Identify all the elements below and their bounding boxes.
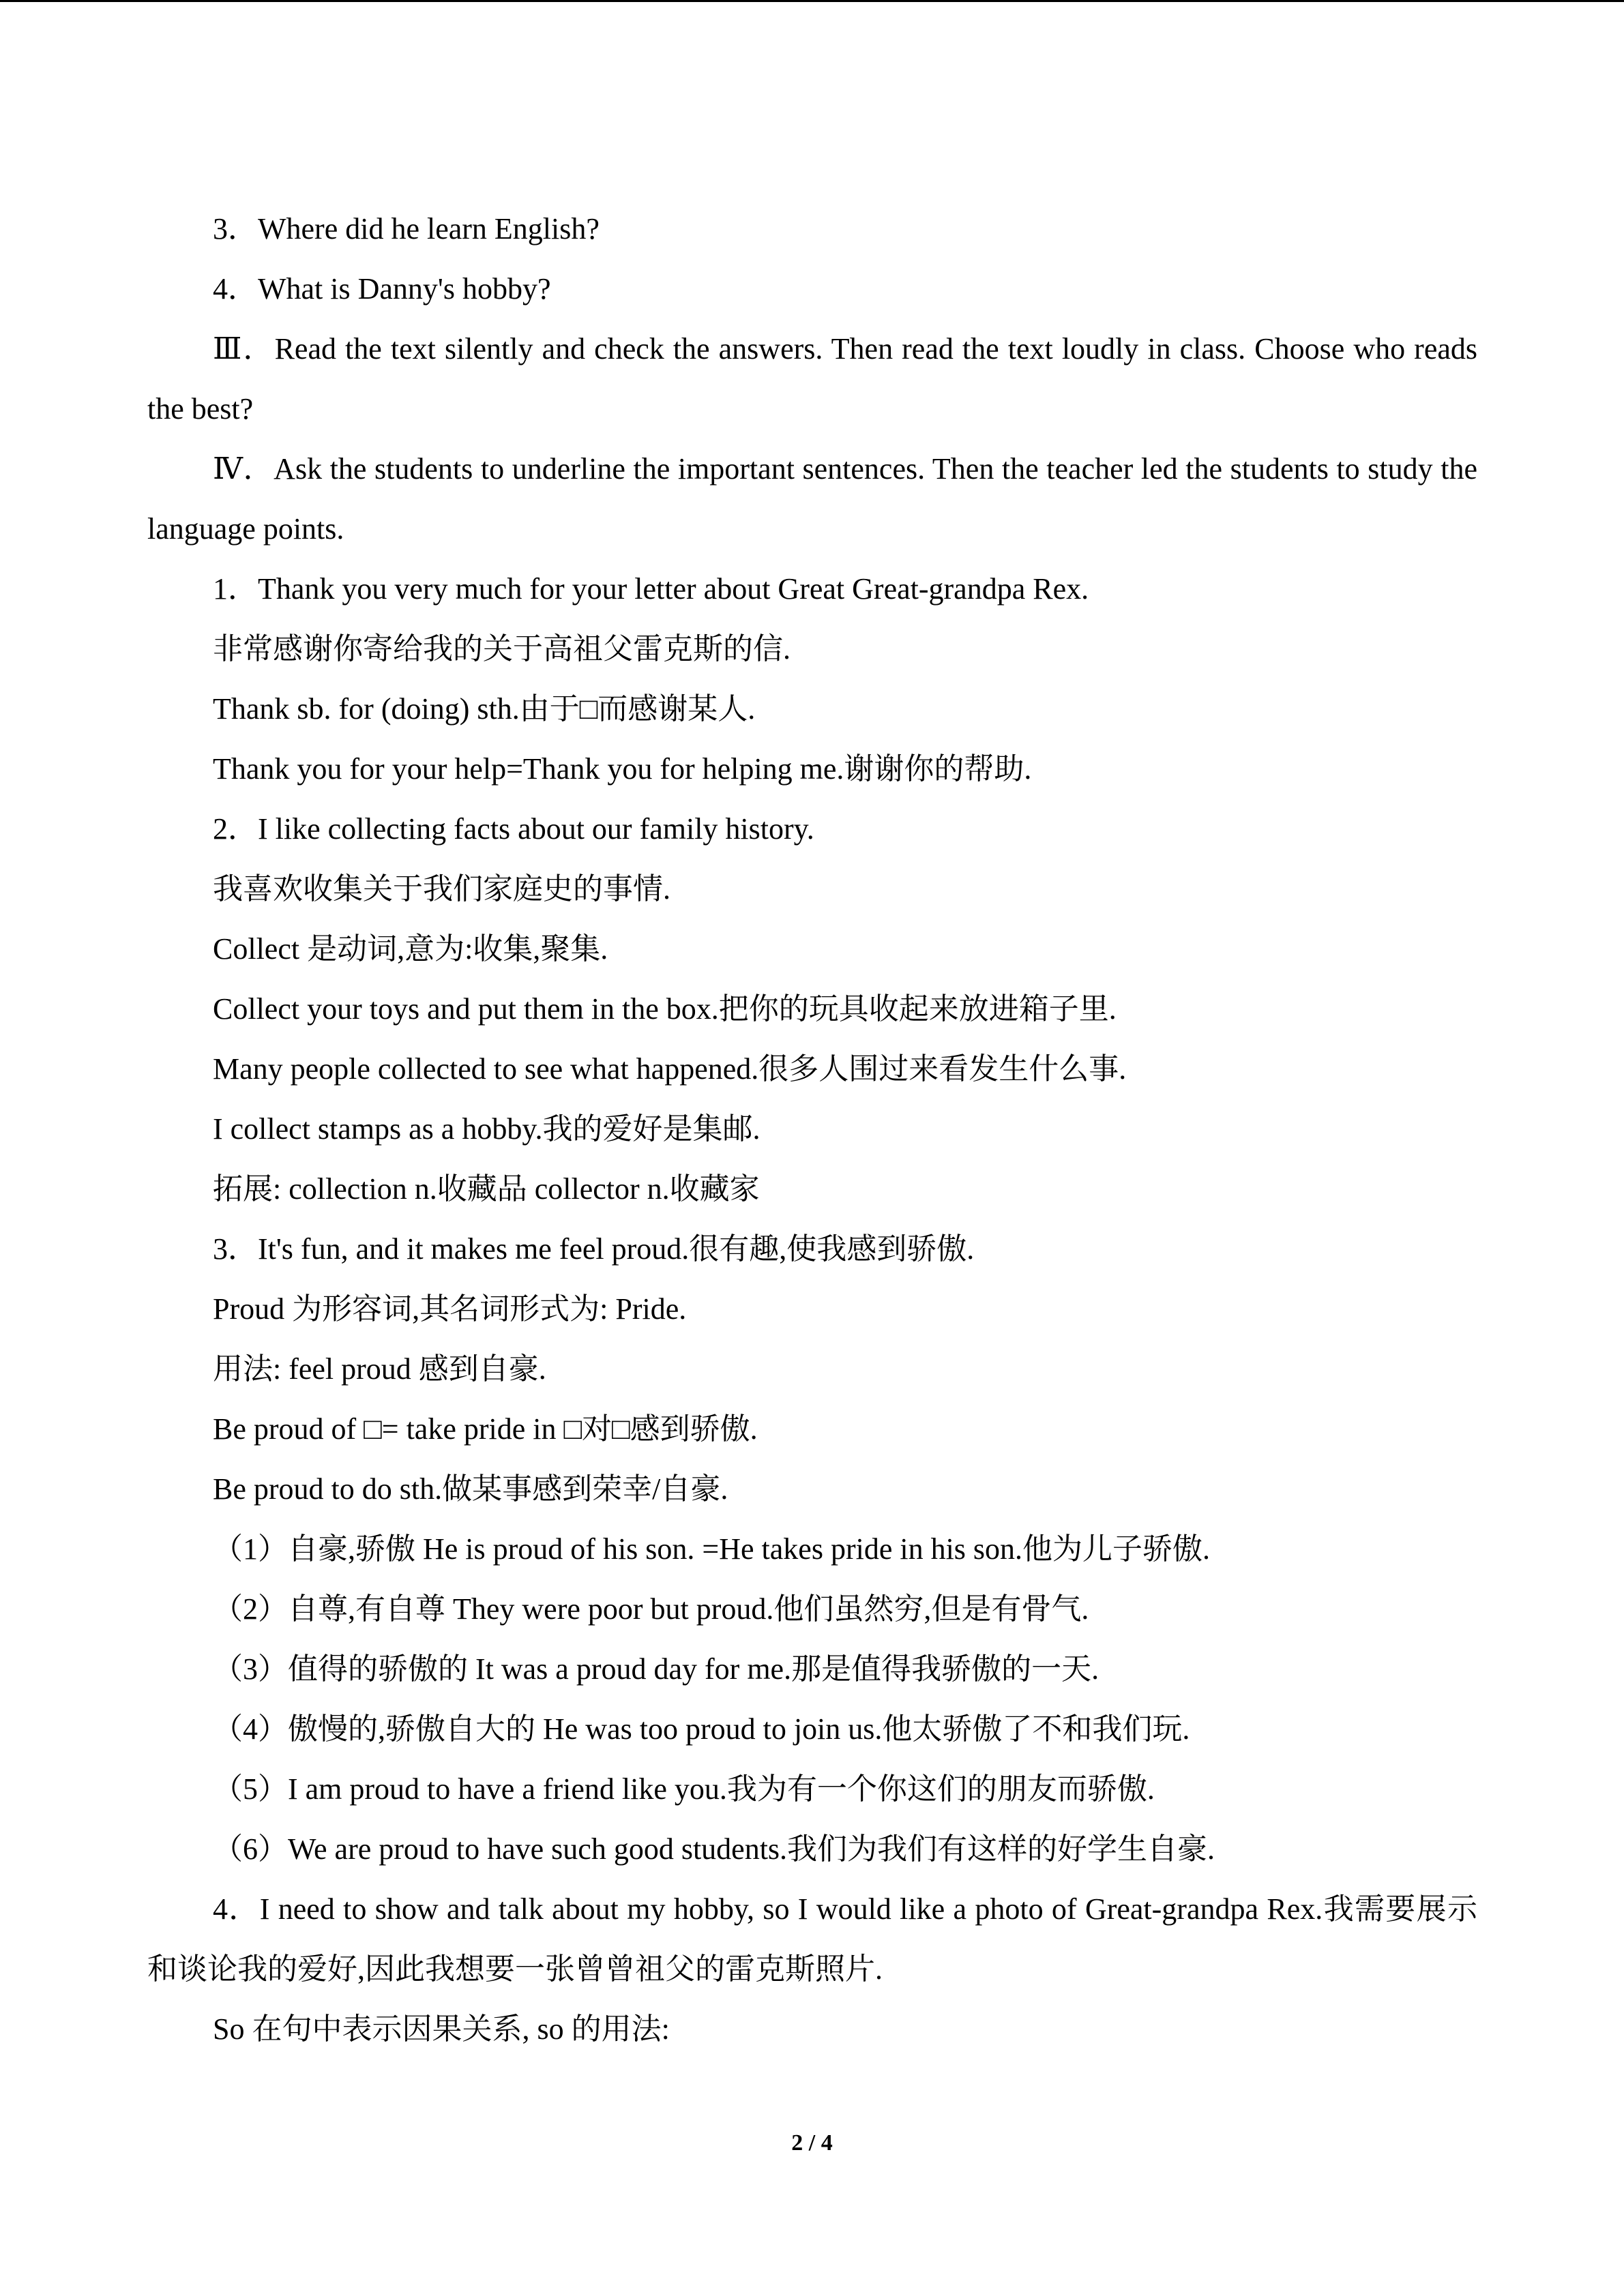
top-rule — [0, 0, 1624, 2]
point-3-usage-3: Be proud to do sth.做某事感到荣幸/自豪. — [213, 1472, 728, 1506]
point-3-usage-2: Be proud of □= take pride in □对□感到骄傲. — [213, 1412, 758, 1446]
sense-1: （1）自豪,骄傲 He is proud of his son. =He takes pride in his son.他为儿子骄傲. — [213, 1532, 1211, 1566]
point-2-example-2: Many people collected to see what happened.很多人围过来看发生什么事. — [213, 1052, 1127, 1086]
point-2-definition: Collect 是动词,意为:收集,聚集. — [213, 932, 608, 966]
point-4-paragraph: 4．I need to show and talk about my hobby, so I would like a photo of Great-grandpa Rex.我需要展示和谈论我的爱好,因此我想要一张曾曾祖父的雷克斯照片. — [147, 1892, 1477, 1986]
sense-3: （3）值得的骄傲的 It was a proud day for me.那是值得我骄傲的一天. — [213, 1652, 1099, 1686]
sense-2: （2）自尊,有自尊 They were poor but proud.他们虽然穷,但是有骨气. — [213, 1592, 1089, 1626]
question-3: 3．Where did he learn English? — [213, 212, 600, 245]
point-1: 1．Thank you very much for your letter about Great Great-grandpa Rex. — [213, 572, 1089, 606]
sense-5: （5）I am proud to have a friend like you.我为有一个你这们的朋友而骄傲. — [213, 1772, 1155, 1806]
point-3-usage-1: 用法: feel proud 感到自豪. — [213, 1352, 546, 1386]
point-1-translation: 非常感谢你寄给我的关于高祖父雷克斯的信. — [213, 632, 791, 666]
sense-4: （4）傲慢的,骄傲自大的 He was too proud to join us.他太骄傲了不和我们玩. — [213, 1712, 1190, 1746]
point-2-example-1: Collect your toys and put them in the box.把你的玩具收起来放进箱子里. — [213, 992, 1117, 1026]
point-2-extension: 拓展: collection n.收藏品 collector n.收藏家 — [213, 1172, 760, 1206]
point-2: 2．I like collecting facts about our family history. — [213, 812, 814, 846]
step-4-paragraph: Ⅳ．Ask the students to underline the important sentences. Then the teacher led the students to study the language points. — [147, 452, 1477, 546]
so-usage-heading: So 在句中表示因果关系, so 的用法: — [213, 2012, 670, 2046]
question-4: 4．What is Danny's hobby? — [213, 272, 551, 305]
page-number: 2 / 4 — [791, 2130, 833, 2156]
point-3: 3．It's fun, and it makes me feel proud.很有趣,使我感到骄傲. — [213, 1232, 975, 1266]
point-2-example-3: I collect stamps as a hobby.我的爱好是集邮. — [213, 1112, 761, 1146]
sense-6: （6）We are proud to have such good students.我们为我们有这样的好学生自豪. — [213, 1832, 1215, 1866]
point-2-translation: 我喜欢收集关于我们家庭史的事情. — [213, 872, 670, 906]
point-1-example: Thank you for your help=Thank you for helping me.谢谢你的帮助. — [213, 752, 1032, 786]
point-1-usage: Thank sb. for (doing) sth.由于□而感谢某人. — [213, 692, 756, 726]
point-3-definition: Proud 为形容词,其名词形式为: Pride. — [213, 1292, 687, 1326]
step-3-paragraph: Ⅲ．Read the text silently and check the answers. Then read the text loudly in class. Choose who reads the best? — [147, 332, 1477, 426]
document-body — [147, 199, 1477, 2059]
